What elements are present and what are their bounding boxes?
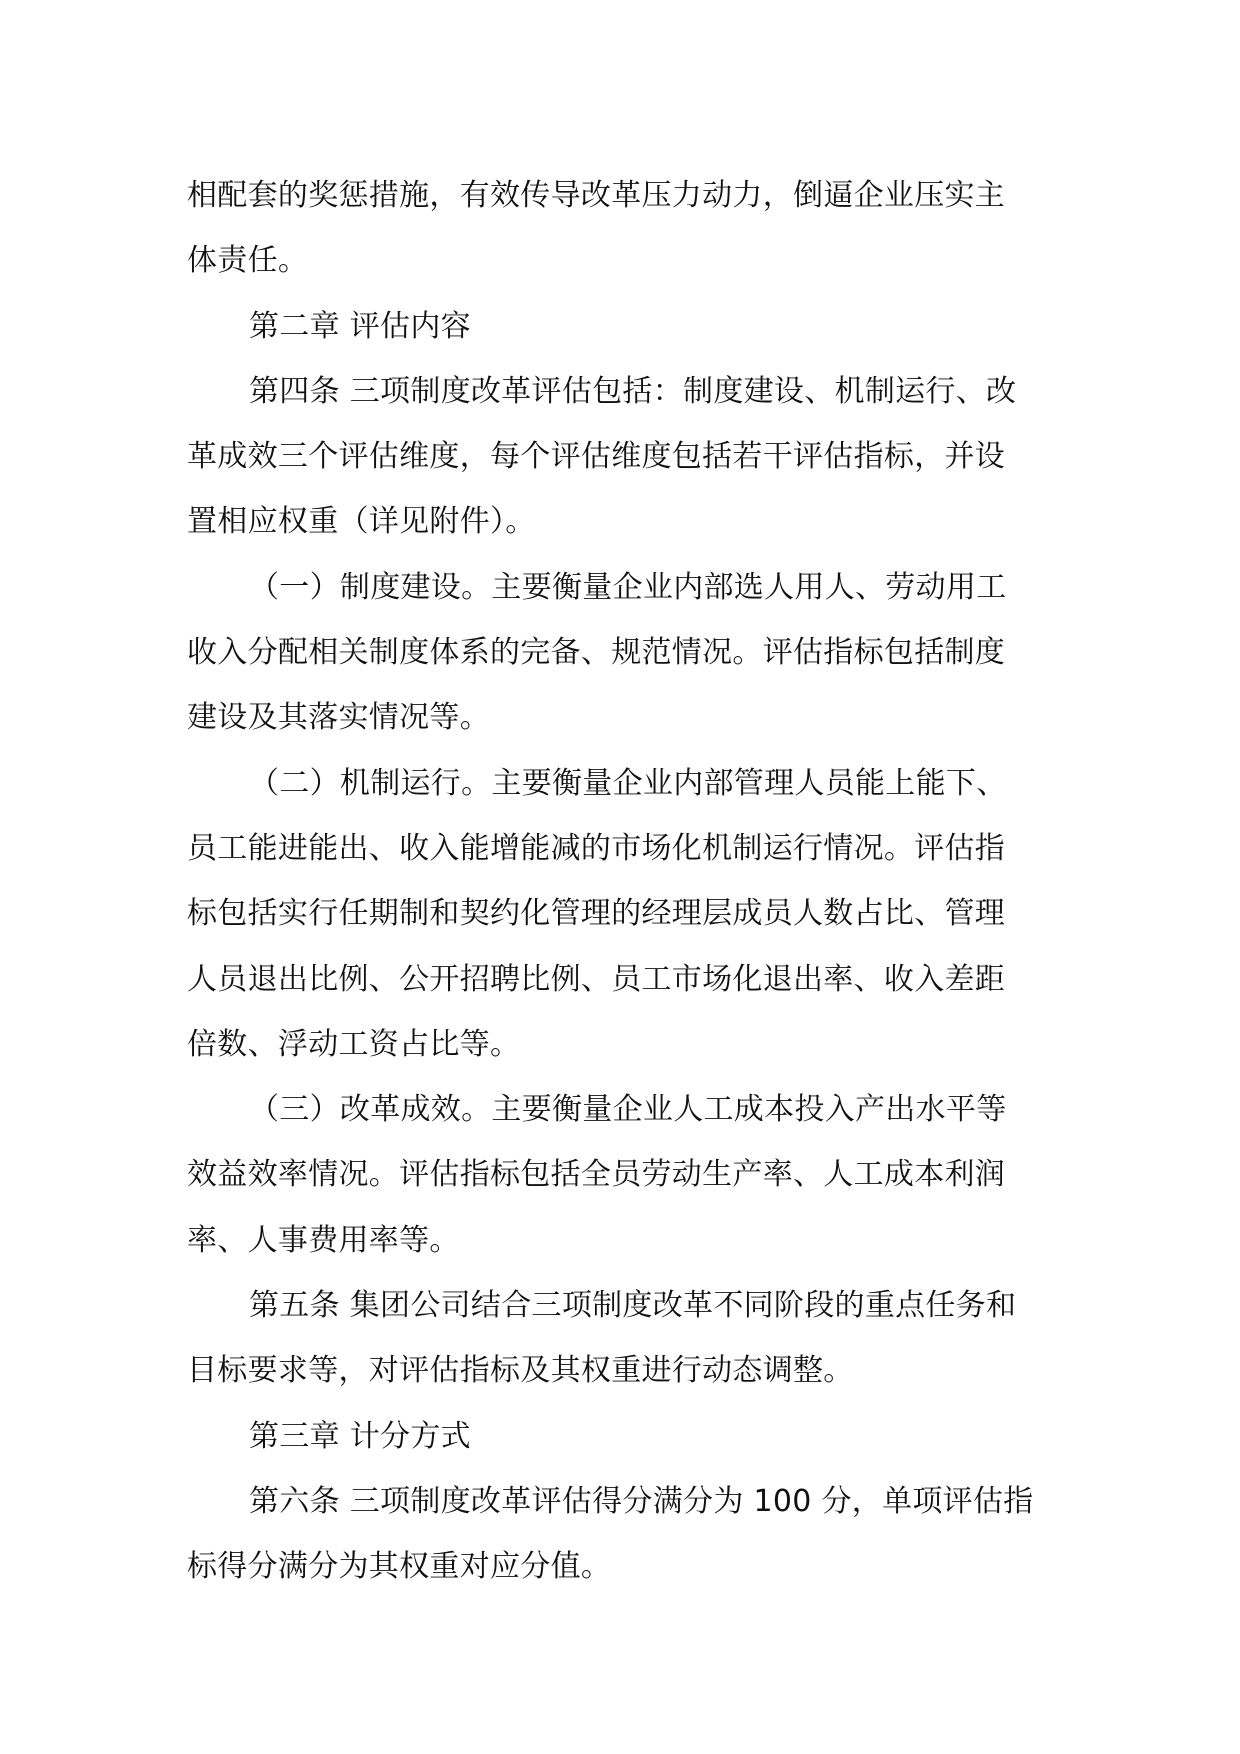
body-line: 目标要求等，对评估指标及其权重进行动态调整。 <box>187 1353 854 1389</box>
article-line: 第四条 三项制度改革评估包括：制度建设、机制运行、改 <box>249 373 1017 409</box>
body-line: 倍数、浮动工资占比等。 <box>187 1026 521 1062</box>
body-line: 标包括实行任期制和契约化管理的经理层成员人数占比、管理 <box>187 896 1006 932</box>
clause-line: （二）机制运行。主要衡量企业内部管理人员能上能下、 <box>249 765 1007 801</box>
clause-line: （三）改革成效。主要衡量企业人工成本投入产出水平等 <box>249 1092 1007 1128</box>
body-line: 建设及其落实情况等。 <box>187 700 490 736</box>
body-line: 标得分满分为其权重对应分值。 <box>187 1549 612 1585</box>
body-line: 收入分配相关制度体系的完备、规范情况。评估指标包括制度 <box>187 635 1006 671</box>
body-line: 体责任。 <box>187 243 309 279</box>
body-line: 革成效三个评估维度，每个评估维度包括若干评估指标，并设 <box>187 439 1006 475</box>
article-line: 第五条 集团公司结合三项制度改革不同阶段的重点任务和 <box>249 1288 1017 1324</box>
clause-line: （一）制度建设。主要衡量企业内部选人用人、劳动用工 <box>249 569 1007 605</box>
body-line: 率、人事费用率等。 <box>187 1222 460 1258</box>
body-line: 相配套的奖惩措施，有效传导改革压力动力，倒逼企业压实主 <box>187 178 1006 213</box>
body-line: 人员退出比例、公开招聘比例、员工市场化退出率、收入差距 <box>187 961 1006 997</box>
chapter-heading: 第二章 评估内容 <box>249 308 471 344</box>
document-body <box>187 163 1053 1600</box>
article-line: 第六条 三项制度改革评估得分满分为 100 分，单项评估指 <box>249 1483 1034 1519</box>
body-line: 置相应权重（详见附件）。 <box>187 504 536 540</box>
body-line: 员工能进能出、收入能增能减的市场化机制运行情况。评估指 <box>187 830 1006 866</box>
body-line: 效益效率情况。评估指标包括全员劳动生产率、人工成本利润 <box>187 1157 1006 1193</box>
chapter-heading: 第三章 计分方式 <box>249 1418 471 1454</box>
